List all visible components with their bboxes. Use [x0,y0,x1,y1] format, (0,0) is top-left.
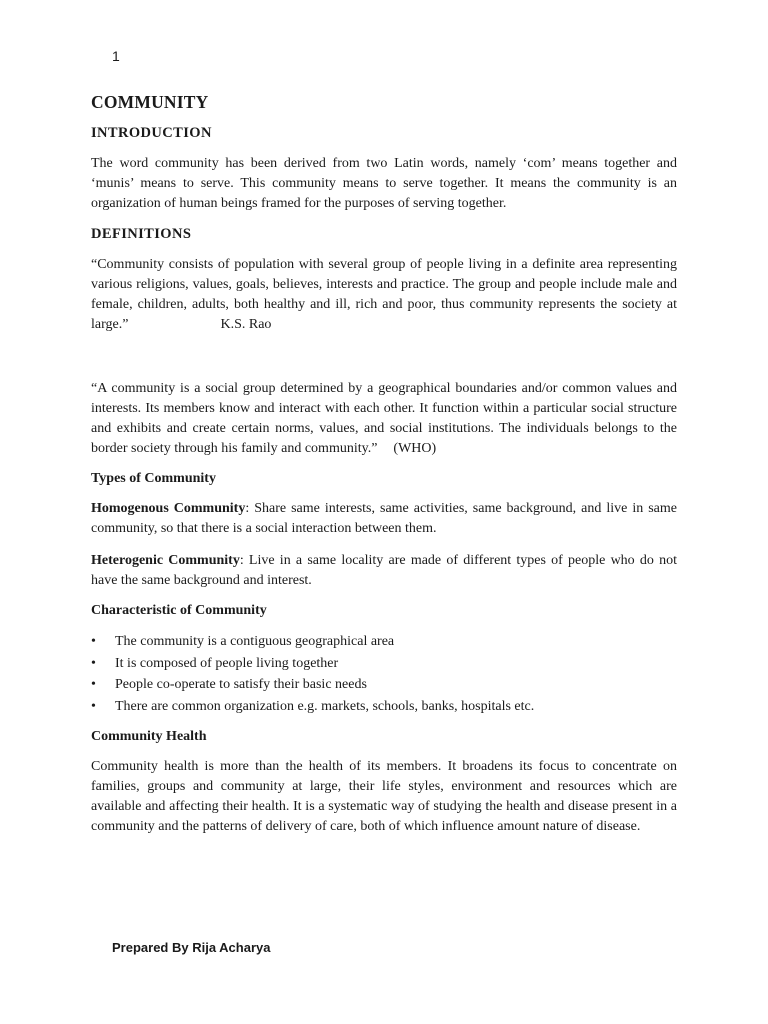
document-title: COMMUNITY [91,92,209,112]
introduction-paragraph: The word community has been derived from two Latin words, namely ‘com’ means together and ‘munis’ means to serve. This community means to serve together. It means the community is an organization of human beings framed for the purposes of serving together. [91,156,677,211]
types-heading: Types of Community [91,471,216,486]
homogenous-term: Homogenous Community [91,501,246,516]
page-number: 1 [112,48,120,64]
community-health-heading: Community Health [91,729,207,744]
list-item-text: The community is a contiguous geographical area [115,634,395,649]
list-item [91,696,677,718]
characteristics-list [91,631,677,717]
homogenous-text: : Share same interests, same activities, same background, and live in same community, so that there is a social interaction between them. [91,501,677,536]
heterogenic-term: Heterogenic Community [91,553,240,568]
heterogenic-paragraph [91,551,677,591]
definition-quote-who-text: “A community is a social group determined by a geographical boundaries and/or common values and interests. Its members know and interact with each other. It function within a particular social structure and exhibits and create certain norms, values, and social institutions. The individuals belongs to the border society through his family and community.” [91,381,677,456]
document-body [91,92,677,849]
footer-author: Prepared By Rija Acharya [112,940,271,955]
community-health-paragraph: Community health is more than the health of its members. It broadens its focus to concentrate on families, groups and community at large, their life styles, environment and resources which are available and affecting their health. It is a systematic way of studying the health and disease present in a community and the patterns of delivery of care, both of which influence amount nature of disease. [91,759,677,834]
bullet-icon: • [91,698,96,714]
list-item-text: People co-operate to satisfy their basic needs [115,677,367,692]
definition-source-rao: K.S. Rao [220,317,272,332]
bullet-icon: • [91,677,96,692]
definition-quote-who [91,379,677,459]
characteristics-heading: Characteristic of Community [91,603,267,618]
definition-source-who: (WHO) [393,441,437,456]
definition-quote-rao [91,255,677,335]
homogenous-paragraph [91,499,677,539]
definition-quote-rao-text: “Community consists of population with several group of people living in a definite area representing various religions, values, goals, believes, interests and practice. The group and people include male and female, children, adults, both healthy and ill, rich and poor, thus community represents the society at large.” [91,257,677,332]
list-item [91,653,677,675]
bullet-icon: • [91,655,96,671]
list-item-text: There are common organization e.g. markets, schools, banks, hospitals etc. [115,698,535,714]
definitions-heading: DEFINITIONS [91,226,192,242]
list-item-text: It is composed of people living together [115,655,339,671]
bullet-icon: • [91,634,96,649]
spacer [91,347,677,379]
list-item [91,631,677,653]
list-item [91,674,677,696]
introduction-heading: INTRODUCTION [91,125,212,141]
heterogenic-text: : Live in a same locality are made of different types of people who do not have the same background and interest. [91,553,677,588]
